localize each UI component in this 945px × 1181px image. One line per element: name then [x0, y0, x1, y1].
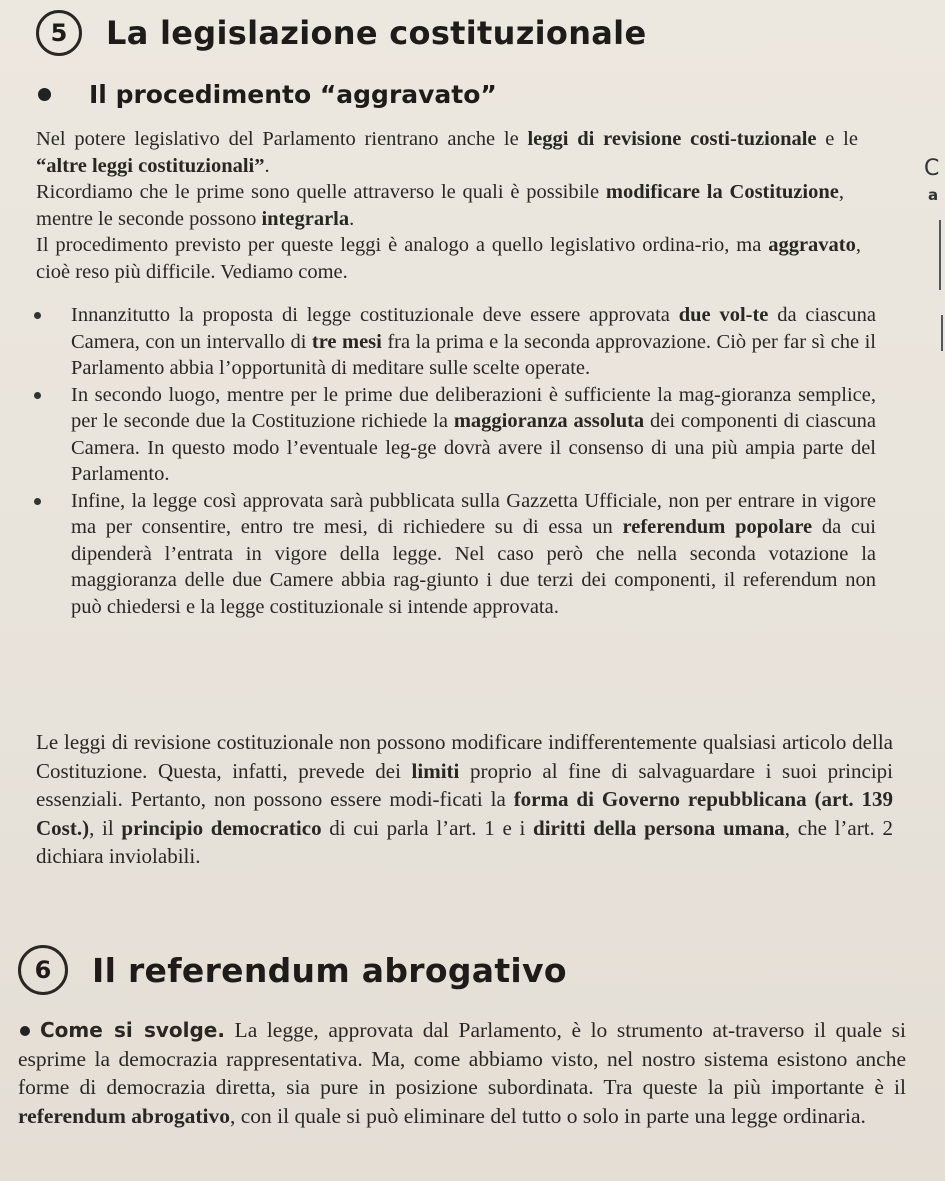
margin-box-edge: [939, 220, 941, 290]
bold-term: tre mesi: [311, 330, 382, 353]
bullet-dot-icon: [20, 1026, 30, 1036]
bold-term: “altre leggi costituzionali”: [36, 154, 265, 177]
text-run: fra la prima e la seconda approvazione. Ciò per far sì che il Parlamento abbia l’opportunità di meditare sulle scelte operate.: [71, 330, 876, 379]
bold-term: leggi di revisione costi-tuzionale: [527, 128, 817, 150]
list-item: [34, 488, 876, 621]
bold-term: referendum popolare: [622, 516, 813, 538]
procedure-steps-list: [34, 302, 876, 620]
margin-fragment: a: [928, 186, 939, 204]
bold-term: principio democratico: [121, 815, 322, 840]
text-run: , mentre le seconde possono: [36, 181, 844, 230]
bold-term: maggioranza assoluta: [453, 410, 645, 432]
recall-paragraph: [36, 179, 844, 232]
bold-term: modificare la Costituzione: [605, 181, 839, 203]
text-run: Nel potere legislativo del Parlamento rientrano anche le: [36, 128, 528, 150]
section-6-heading: [18, 945, 567, 995]
text-run: , cioè reso più difficile. Vediamo come.: [36, 234, 861, 283]
bold-term: diritti della persona umana: [533, 815, 785, 840]
bullet-dot-icon: [34, 312, 41, 319]
text-run: da cui dipenderà l’entrata in vigore della legge. Nel caso però che nella seconda votazione la maggioranza delle due Camere abbia rag-giunto i due terzi dei componenti, il referendum non può chiedersi e la legge costituzionale si intende approvata.: [71, 516, 876, 618]
section-5-title: La legislazione costituzionale: [106, 14, 647, 52]
text-run: proprio al fine di salvaguardare i suoi principi essenziali. Pertanto, non possono essere modi-ficati la: [36, 758, 893, 811]
list-item-text: [71, 490, 876, 618]
text-run: .: [349, 207, 355, 230]
text-run: Infine, la legge così approvata sarà pubblicata sulla Gazzetta Ufficiale, non per entrare in vigore ma per consentire, entro tre mesi, di richiedere su di essa un: [71, 489, 876, 538]
intro-paragraph: [36, 126, 858, 179]
lead-phrase: Come si svolge.: [40, 1018, 225, 1042]
text-run: .: [264, 154, 270, 177]
list-item: [34, 302, 876, 382]
procedure-paragraph: [36, 232, 861, 285]
bullet-dot-icon: [34, 498, 41, 505]
text-run: , il: [89, 815, 122, 840]
subsection-heading: [38, 80, 497, 109]
list-item: [34, 382, 876, 488]
text-run: da ciascuna Camera, con un intervallo di: [71, 304, 876, 353]
list-item-text: [71, 384, 876, 486]
margin-fragment: C: [924, 156, 940, 181]
margin-box-edge: [941, 315, 943, 351]
bold-term: aggravato: [768, 234, 856, 256]
bullet-dot-icon: [34, 392, 41, 399]
referendum-paragraph: [18, 1016, 906, 1130]
text-run: Il procedimento previsto per queste leggi è analogo a quello legislativo ordina-rio, ma: [36, 234, 769, 256]
text-run: Le leggi di revisione costituzionale non possono modificare indifferentemente qualsiasi articolo della Costituzione. Questa, infatti, prevede dei: [36, 730, 893, 783]
text-run: di cui parla l’art. 1 e i: [321, 815, 534, 840]
list-item-text: [71, 304, 876, 379]
section-6-number: 6: [18, 945, 68, 995]
section-5-heading: [36, 10, 646, 56]
bold-term: integrarla: [261, 207, 350, 230]
bullet-dot-icon: [38, 88, 51, 101]
bold-term: limiti: [411, 758, 460, 783]
section-5-number: 5: [36, 10, 82, 56]
text-run: , che l’art. 2 dichiara inviolabili.: [36, 815, 894, 868]
text-run: dei componenti di ciascuna Camera. In questo modo l’eventuale leg-ge dovrà avere il consenso di una più ampia parte del Parlamento.: [71, 410, 877, 485]
text-run: , con il quale si può eliminare del tutto o solo in parte una legge ordinaria.: [230, 1103, 866, 1128]
text-run: e le: [816, 128, 858, 150]
limits-paragraph: [36, 728, 893, 871]
bold-term: forma di Governo repubblicana (art. 139 Cost.): [36, 787, 893, 840]
bold-term: referendum abrogativo: [18, 1103, 230, 1128]
section-6-title: Il referendum abrogativo: [92, 950, 567, 990]
subsection-title: Il procedimento “aggravato”: [89, 80, 497, 109]
bold-term: due vol-te: [678, 304, 769, 326]
text-run: In secondo luogo, mentre per le prime due deliberazioni è sufficiente la mag-gioranza semplice, per le seconde due la Costituzione richiede la: [71, 383, 876, 432]
text-run: Ricordiamo che le prime sono quelle attraverso le quali è possibile: [36, 181, 606, 203]
text-run: La legge, approvata dal Parlamento, è lo strumento at-traverso il quale si esprime la democrazia rappresentativa. Ma, come abbiamo visto, nel nostro sistema esistono anche forme di democrazia diretta, sia pure in posizione subordinata. Tra queste la più importante è il: [18, 1018, 907, 1099]
text-run: Innanzitutto la proposta di legge costituzionale deve essere approvata: [71, 304, 679, 326]
